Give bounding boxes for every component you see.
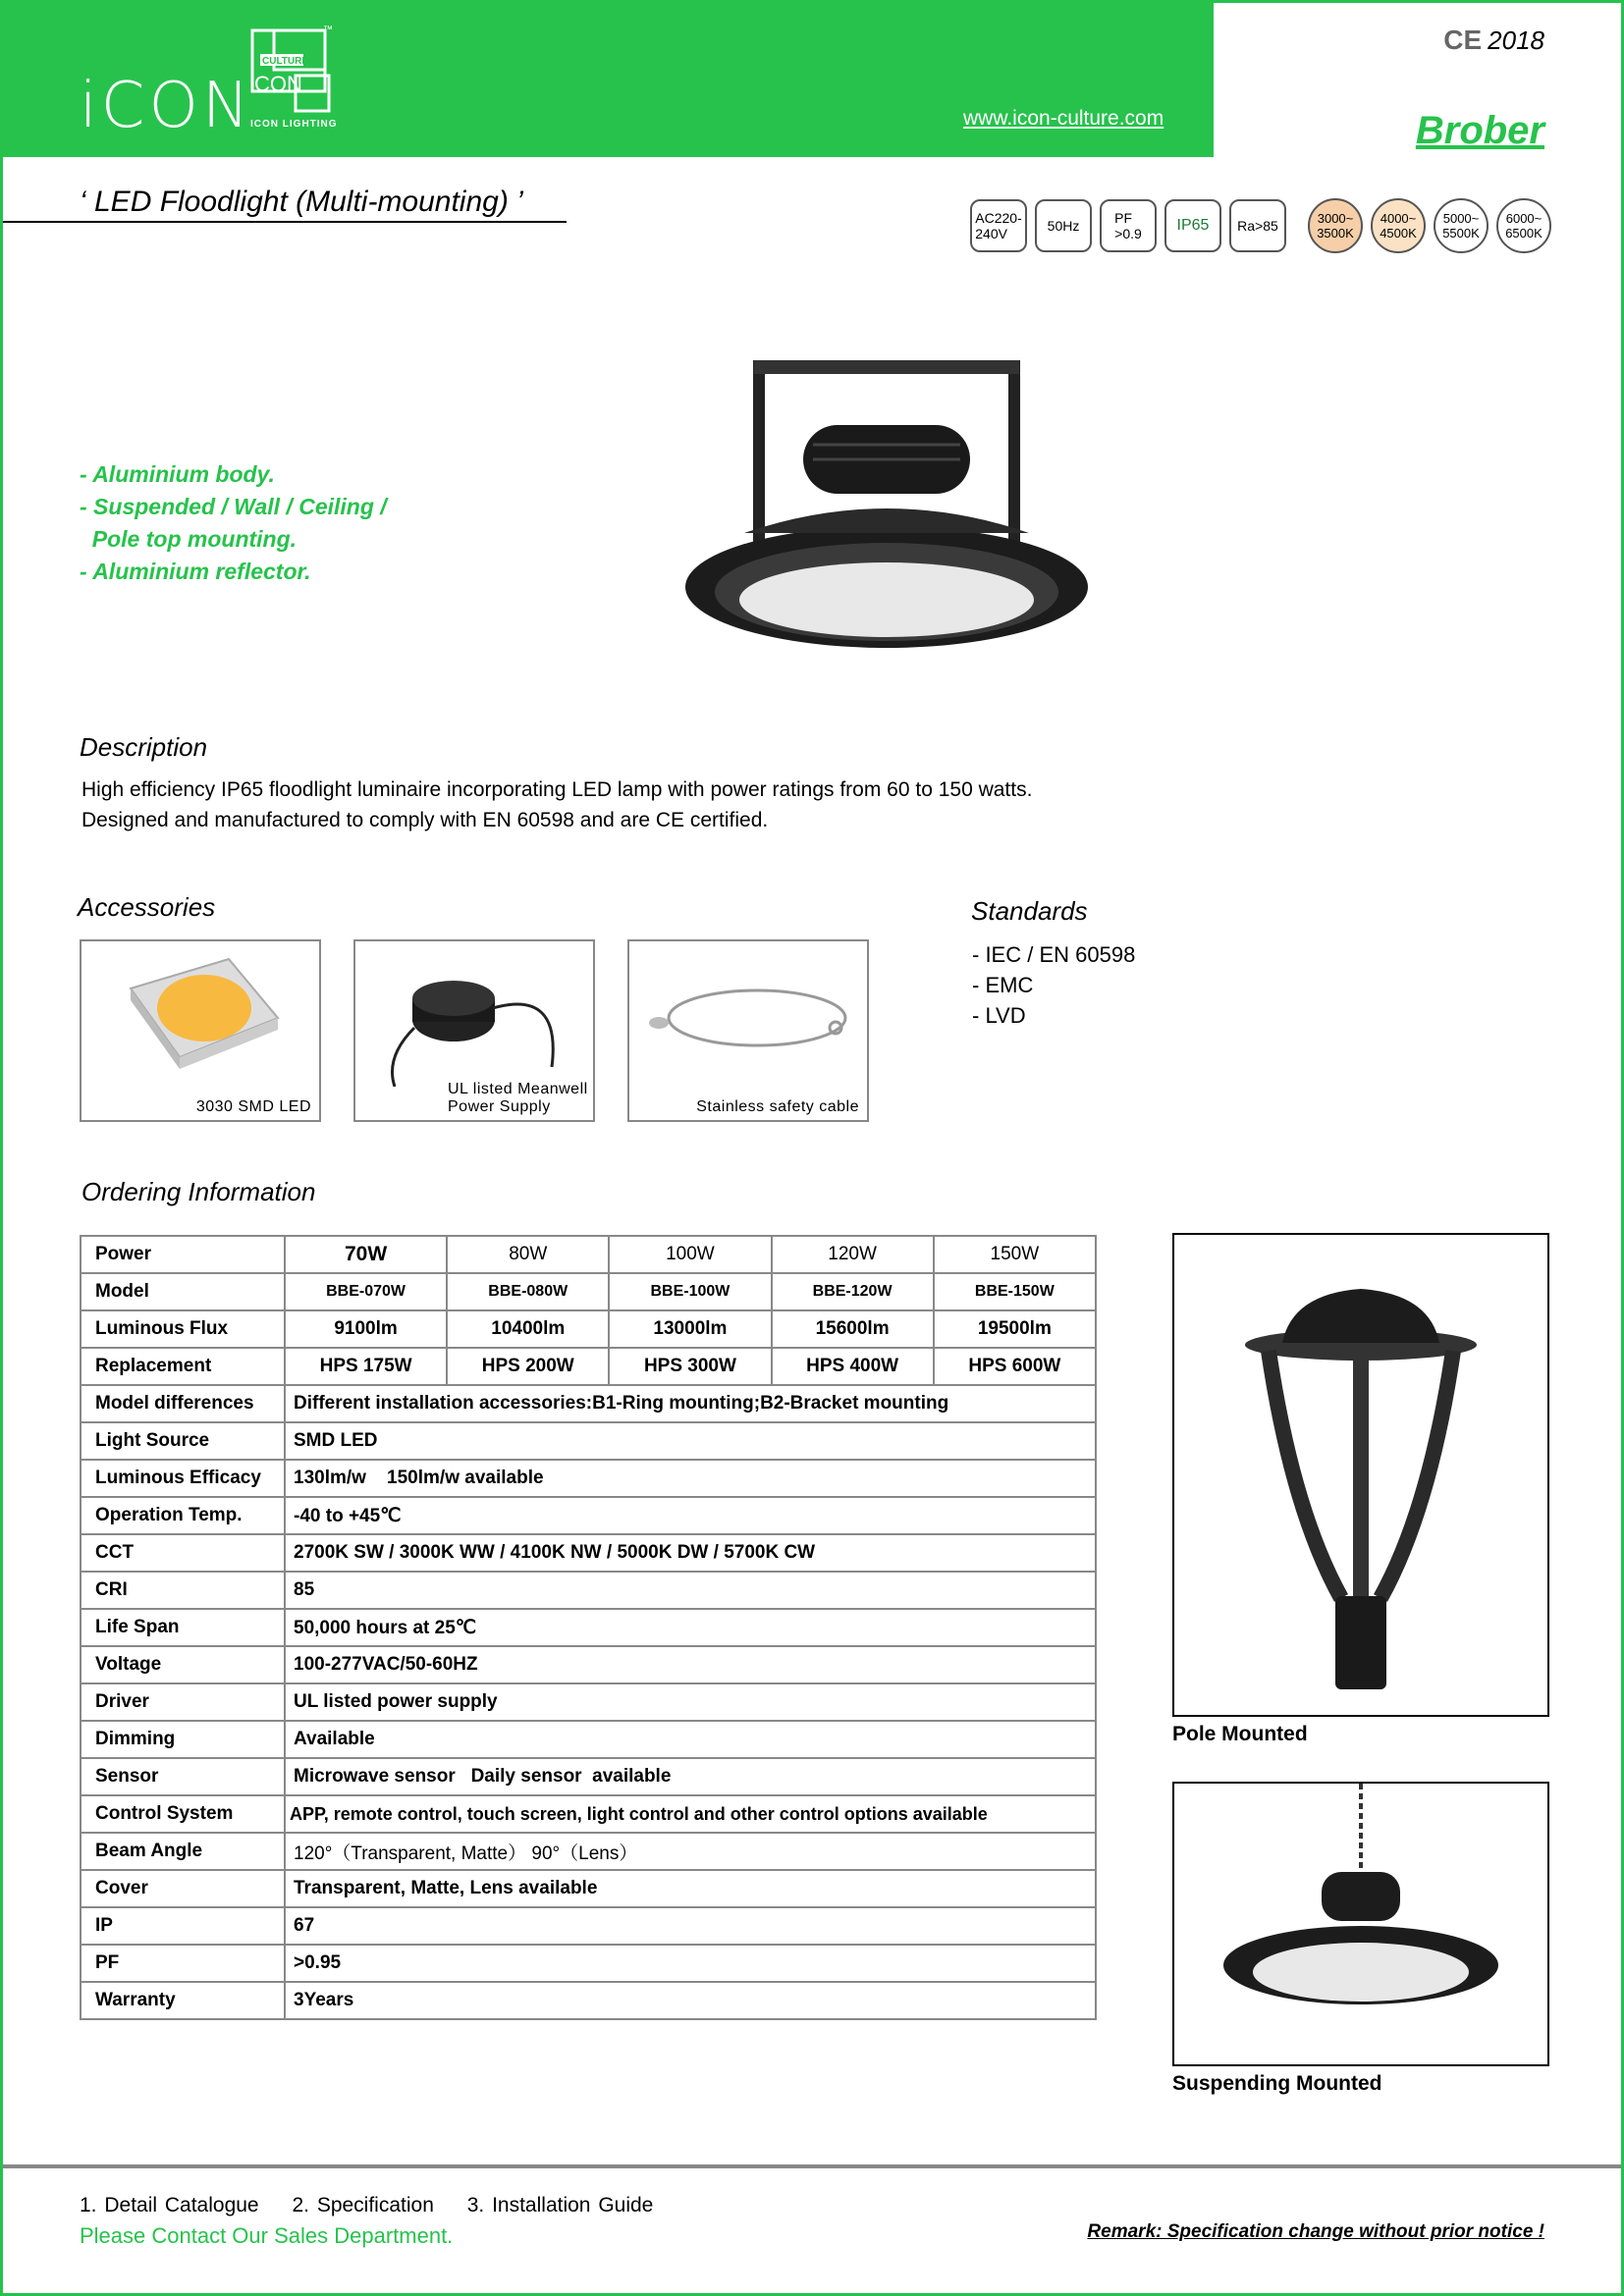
cell: HPS 600W [934,1348,1096,1385]
cell: BBE-100W [609,1273,771,1310]
table-row [81,1534,1096,1572]
table-row [81,1273,1096,1310]
header-band [3,3,1214,157]
cell: BBE-150W [934,1273,1096,1310]
cell: 150W [934,1236,1096,1273]
row-label: Operation Temp. [81,1497,285,1534]
accessory-power-supply [353,939,595,1122]
row-label: Driver [81,1683,285,1721]
cct-badge-6000k: 6000~ 6500K [1496,198,1551,253]
logo-subtitle: ICON LIGHTING [250,119,338,130]
cell: Available [285,1721,1096,1758]
accessory-caption: Stainless safety cable [696,1098,859,1115]
cell: -40 to +45℃ [285,1497,1096,1534]
website-link[interactable]: www.icon-culture.com [963,107,1164,130]
row-label: Model differences [81,1385,285,1422]
accessory-smd-led [80,939,321,1122]
standard-item: - EMC [972,973,1034,997]
cell: HPS 200W [447,1348,609,1385]
brand-wordmark: iCON [80,70,253,142]
cell: Different installation accessories:B1-Ring mounting;B2-Bracket mounting [285,1385,1096,1422]
feature-item: - Suspended / Wall / Ceiling / [80,494,387,519]
feature-item: - Aluminium body. [80,461,275,487]
certification-year [1443,25,1544,56]
row-label: Replacement [81,1348,285,1385]
year-label: 2018 [1488,26,1544,55]
accessory-safety-cable [627,939,869,1122]
cell: BBE-080W [447,1273,609,1310]
row-label: Light Source [81,1422,285,1460]
title-underline [3,221,567,223]
table-row [81,1422,1096,1460]
cell: 15600lm [772,1310,934,1348]
suspending-mounted-image [1174,1784,1547,2064]
row-label: Life Span [81,1609,285,1646]
table-row [81,1683,1096,1721]
ordering-table [80,1235,1097,2020]
cct-badge-4000k: 4000~ 4500K [1371,198,1426,253]
footer-link-detail-catalogue[interactable]: 1. Detail Catalogue [80,2194,259,2216]
series-name: Brober [1415,109,1544,152]
pole-mounted-frame [1172,1233,1549,1717]
cell: Microwave sensor Daily sensor available [285,1758,1096,1795]
table-row [81,1870,1096,1907]
accessories-heading: Accessories [78,892,216,922]
ip-rating-badge: IP65 [1164,199,1221,252]
cell: 67 [285,1907,1096,1945]
table-row [81,1721,1096,1758]
ce-mark-icon: CE [1443,25,1483,55]
row-label: PF [81,1945,285,1982]
table-row [81,1795,1096,1833]
table-row [81,1310,1096,1348]
table-row [81,1833,1096,1870]
cell: 80W [447,1236,609,1273]
footer-link-specification[interactable]: 2. Specification [292,2194,434,2216]
cell: >0.95 [285,1945,1096,1982]
table-row [81,1497,1096,1534]
standards-list [972,939,1135,1031]
description-line: Designed and manufactured to comply with EN 60598 and are CE certified. [81,809,769,831]
table-row [81,1609,1096,1646]
cell: UL listed power supply [285,1683,1096,1721]
cell: 13000lm [609,1310,771,1348]
table-row [81,1385,1096,1422]
description-text [81,774,1032,835]
cell: 120°（Transparent, Matte） 90°（Lens） [285,1833,1096,1870]
description-heading: Description [80,732,208,762]
table-row [81,1982,1096,2019]
standard-item: - IEC / EN 60598 [972,942,1136,967]
table-row [81,1945,1096,1982]
row-label: Cover [81,1870,285,1907]
cell: HPS 400W [772,1348,934,1385]
cct-badge-3000k: 3000~ 3500K [1308,198,1363,253]
logo-word-con: CON [254,72,302,96]
cell: 130lm/w 150lm/w available [285,1460,1096,1497]
cell: HPS 175W [285,1348,447,1385]
table-row [81,1646,1096,1683]
cell: 19500lm [934,1310,1096,1348]
cell: BBE-070W [285,1273,447,1310]
icon-culture-logo [250,25,349,123]
floodlight-product-image [676,356,1088,651]
cell: 50,000 hours at 25℃ [285,1609,1096,1646]
feature-list [80,458,387,588]
safety-cable-image [639,949,859,1087]
row-label: Sensor [81,1758,285,1795]
table-row [81,1907,1096,1945]
feature-item: Pole top mounting. [80,526,298,552]
footer-links [80,2194,678,2217]
cell: 3Years [285,1982,1096,2019]
cell: SMD LED [285,1422,1096,1460]
row-label: Power [81,1236,285,1273]
ordering-heading: Ordering Information [81,1177,316,1206]
cell: 100-277VAC/50-60HZ [285,1646,1096,1683]
row-label: Dimming [81,1721,285,1758]
accessory-caption: 3030 SMD LED [195,1098,311,1115]
smd-led-image [91,949,311,1087]
table-row [81,1236,1096,1273]
power-factor-badge: PF >0.9 [1100,199,1157,252]
table-row [81,1348,1096,1385]
cell: 100W [609,1236,771,1273]
description-line: High efficiency IP65 floodlight luminaire incorporating LED lamp with power ratings from 60 to 150 watts. [81,778,1033,801]
row-label: Luminous Flux [81,1310,285,1348]
row-label: Warranty [81,1982,285,2019]
frequency-badge: 50Hz [1035,199,1092,252]
accessory-caption: UL listed Meanwell Power Supply [448,1081,588,1115]
cell: 2700K SW / 3000K WW / 4100K NW / 5000K DW / 5700K CW [285,1534,1096,1572]
trademark-symbol: ™ [323,25,333,35]
row-label: IP [81,1907,285,1945]
suspending-mounted-frame [1172,1782,1549,2066]
row-label: Control System [81,1795,285,1833]
cell: HPS 300W [609,1348,771,1385]
power-supply-image [365,949,585,1087]
row-label: Beam Angle [81,1833,285,1870]
cri-badge: Ra>85 [1229,199,1286,252]
table-row [81,1758,1096,1795]
cell: BBE-120W [772,1273,934,1310]
cell: 70W [285,1236,447,1273]
product-title: ‘ LED Floodlight (Multi-mounting) ’ [80,186,523,218]
table-row [81,1572,1096,1609]
row-label: Luminous Efficacy [81,1460,285,1497]
row-label: CCT [81,1534,285,1572]
spec-badges [970,198,1551,253]
footer-divider [3,2164,1621,2168]
row-label: CRI [81,1572,285,1609]
cell: APP, remote control, touch screen, light control and other control options available [285,1795,1096,1833]
footer-link-installation-guide[interactable]: 3. Installation Guide [466,2194,654,2216]
suspending-mounted-caption: Suspending Mounted [1172,2072,1382,2095]
standard-item: - LVD [972,1003,1026,1028]
logo-word-culture: CULTURE [262,56,309,67]
voltage-badge: AC220- 240V [970,199,1027,252]
row-label: Model [81,1273,285,1310]
row-label: Voltage [81,1646,285,1683]
cell: 9100lm [285,1310,447,1348]
remark-note: Remark: Specification change without prior notice ! [1087,2221,1544,2242]
standards-heading: Standards [971,896,1088,926]
pole-mounted-caption: Pole Mounted [1172,1723,1308,1745]
cell: 85 [285,1572,1096,1609]
cell: 10400lm [447,1310,609,1348]
table-row [81,1460,1096,1497]
feature-item: - Aluminium reflector. [80,559,311,584]
cell: Transparent, Matte, Lens available [285,1870,1096,1907]
cell: 120W [772,1236,934,1273]
pole-mounted-image [1174,1235,1547,1715]
contact-note: Please Contact Our Sales Department. [80,2223,454,2248]
cct-badge-5000k: 5000~ 5500K [1434,198,1489,253]
